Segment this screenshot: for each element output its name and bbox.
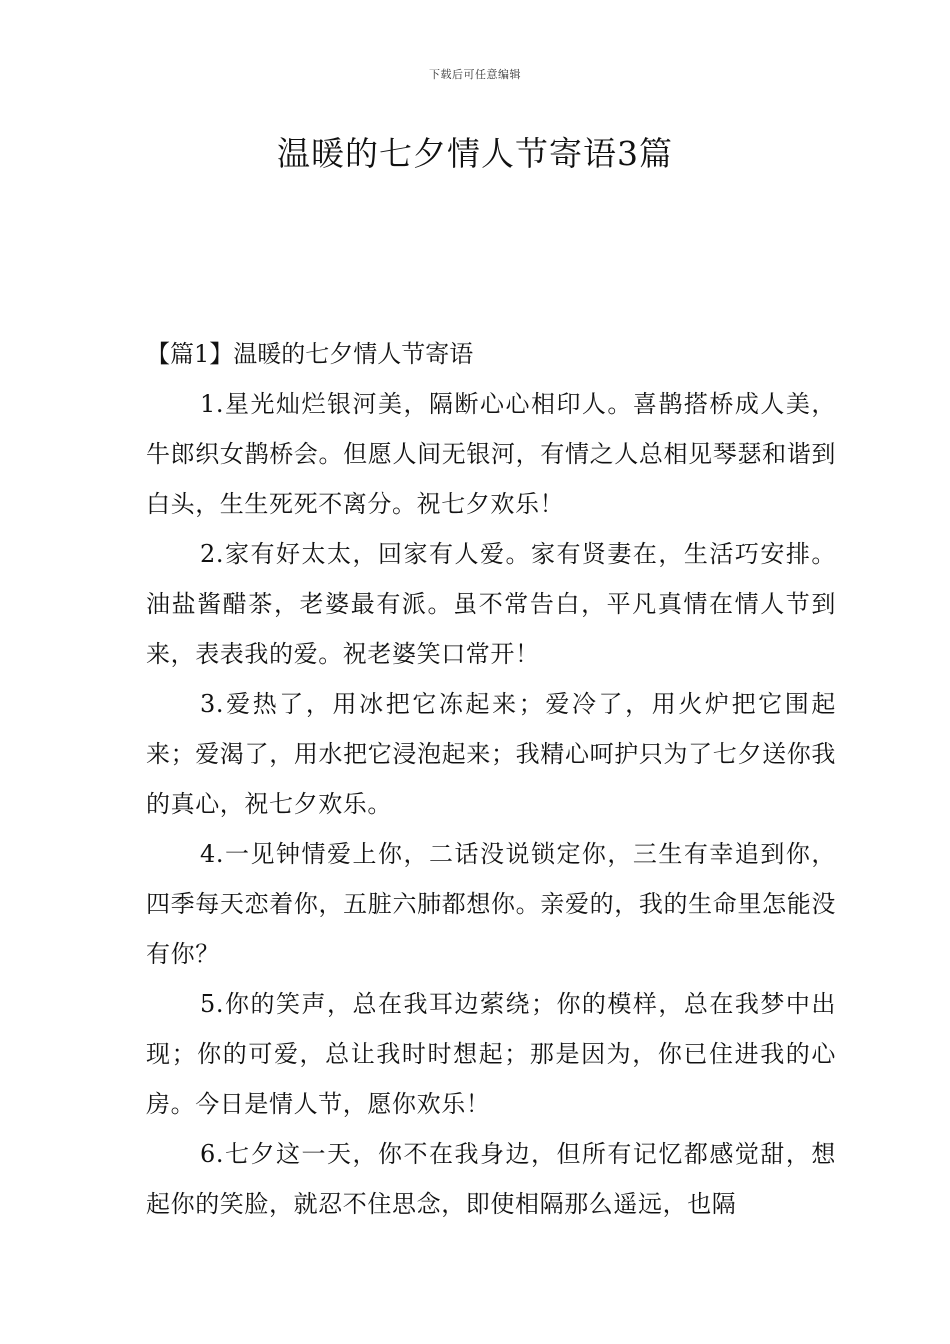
document-body <box>146 329 836 1229</box>
header-note: 下载后可任意编辑 <box>429 68 521 81</box>
paragraph-6: 6.七夕这一天，你不在我身边，但所有记忆都感觉甜，想起你的笑脸，就忍不住思念，即使相隔那么遥远，也隔 <box>146 1140 836 1218</box>
section-heading: 【篇1】温暖的七夕情人节寄语 <box>146 340 474 368</box>
paragraph-5: 5.你的笑声，总在我耳边萦绕；你的模样，总在我梦中出现；你的可爱，总让我时时想起；那是因为，你已住进我的心房。今日是情人节，愿你欢乐！ <box>146 990 836 1118</box>
paragraph-3: 3.爱热了，用冰把它冻起来；爱冷了，用火炉把它围起来；爱渴了，用水把它浸泡起来；我精心呵护只为了七夕送你我的真心，祝七夕欢乐。 <box>146 690 836 818</box>
paragraph-2: 2.家有好太太，回家有人爱。家有贤妻在，生活巧安排。油盐酱醋茶，老婆最有派。虽不常告白，平凡真情在情人节到来，表表我的爱。祝老婆笑口常开！ <box>146 540 836 668</box>
paragraph-4: 4.一见钟情爱上你，二话没说锁定你，三生有幸追到你，四季每天恋着你，五脏六肺都想你。亲爱的，我的生命里怎能没有你？ <box>146 840 836 968</box>
document-title: 温暖的七夕情人节寄语3篇 <box>277 134 673 173</box>
paragraph-1: 1.星光灿烂银河美，隔断心心相印人。喜鹊搭桥成人美，牛郎织女鹊桥会。但愿人间无银河，有情之人总相见琴瑟和谐到白头，生生死死不离分。祝七夕欢乐！ <box>146 390 836 518</box>
